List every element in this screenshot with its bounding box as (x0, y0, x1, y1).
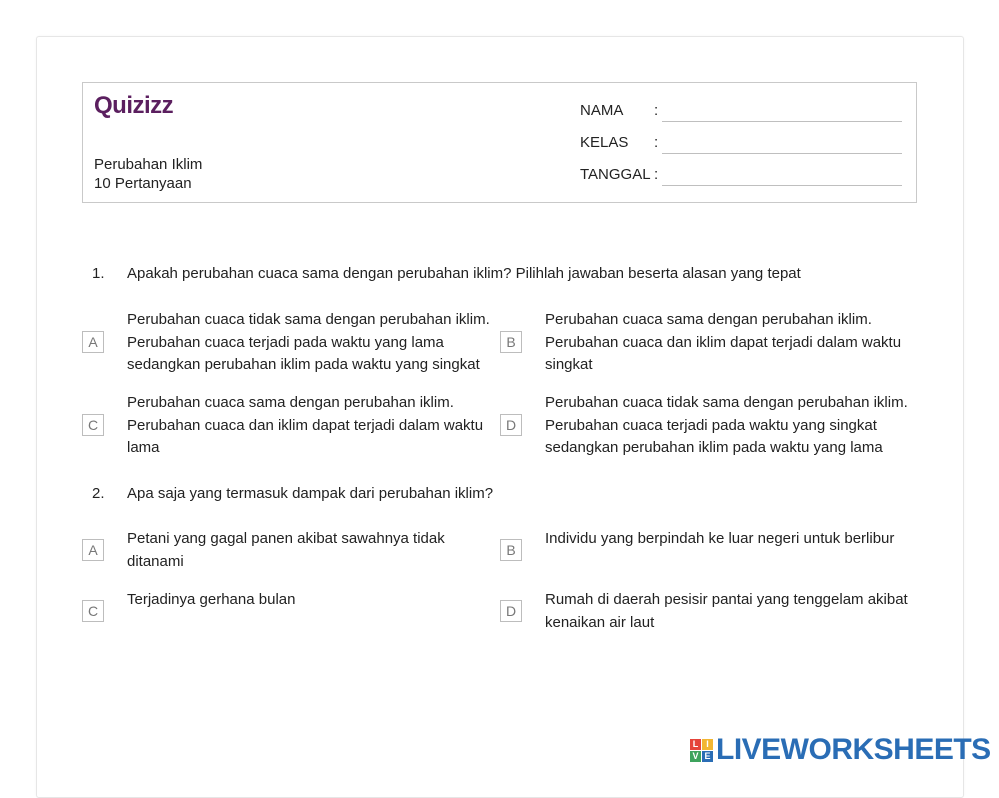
option-text: Terjadinya gerhana bulan (127, 591, 296, 608)
field-label: TANGGAL (580, 166, 651, 183)
option-text: Perubahan cuaca sama dengan perubahan iklim. Perubahan cuaca dan iklim dapat terjadi dalam waktu singkat (545, 311, 902, 373)
quiz-title: Perubahan Iklim (94, 156, 203, 173)
option-text: Perubahan cuaca sama dengan perubahan iklim. Perubahan cuaca dan iklim dapat terjadi dalam waktu lama (127, 394, 484, 456)
option-text: Rumah di daerah pesisir pantai yang tenggelam akibat kenaikan air laut (545, 591, 908, 631)
liveworksheets-logo[interactable] (690, 733, 991, 767)
liveworksheets-grid-icon (690, 739, 713, 762)
name-input-line[interactable] (662, 121, 902, 122)
question-number: 2. (92, 485, 105, 502)
grid-letter-v: V (690, 751, 701, 762)
option-letter[interactable]: A (82, 539, 104, 561)
quizizz-logo: Quizizz (94, 92, 174, 119)
grid-letter-e: E (702, 751, 713, 762)
question-text: Apa saja yang termasuk dampak dari perubahan iklim? (127, 485, 494, 502)
option-letter[interactable]: A (82, 331, 104, 353)
worksheet-header (82, 82, 917, 203)
date-input-line[interactable] (662, 185, 902, 186)
field-colon: : (654, 166, 659, 183)
field-colon: : (654, 102, 659, 119)
option-letter[interactable]: D (500, 600, 522, 622)
option-text: Perubahan cuaca tidak sama dengan perubahan iklim. Perubahan cuaca terjadi pada waktu yang lama sedangkan perubahan iklim pada waktu yang singkat (127, 311, 490, 373)
option-letter[interactable]: C (82, 414, 104, 436)
grid-letter-l: L (690, 739, 701, 750)
question-text: Apakah perubahan cuaca sama dengan perubahan iklim? Pilihlah jawaban beserta alasan yang tepat (127, 265, 801, 282)
question-count: 10 Pertanyaan (94, 175, 192, 192)
option-letter[interactable]: C (82, 600, 104, 622)
option-text: Perubahan cuaca tidak sama dengan perubahan iklim. Perubahan cuaca terjadi pada waktu yang singkat sedangkan perubahan iklim pada waktu yang lama (545, 394, 908, 456)
question-number: 1. (92, 265, 105, 282)
option-letter[interactable]: D (500, 414, 522, 436)
class-input-line[interactable] (662, 153, 902, 154)
option-text: Petani yang gagal panen akibat sawahnya tidak ditanami (127, 530, 445, 570)
field-colon: : (654, 134, 659, 151)
field-label: NAMA (580, 102, 624, 119)
option-letter[interactable]: B (500, 331, 522, 353)
option-letter[interactable]: B (500, 539, 522, 561)
liveworksheets-brand: LIVEWORKSHEETS (716, 733, 991, 766)
option-text: Individu yang berpindah ke luar negeri untuk berlibur (545, 530, 895, 547)
field-label: KELAS (580, 134, 629, 151)
grid-letter-i: I (702, 739, 713, 750)
